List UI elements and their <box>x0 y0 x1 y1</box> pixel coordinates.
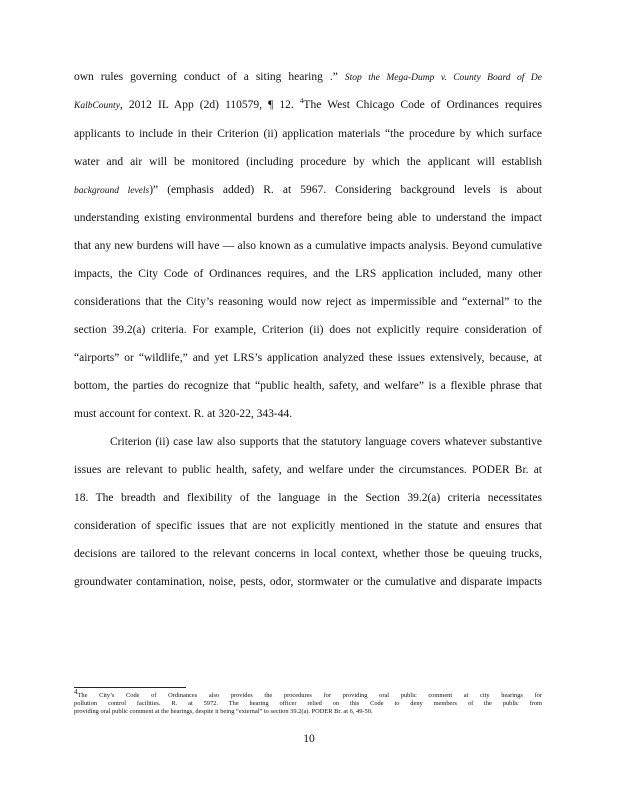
footnote-line-1: $^4$The City’s Code of Ordinances also provides the procedures for providing oral public comment at city hearings for <box>74 688 542 700</box>
body-line-9: considerations that the City’s reasoning would now reject as impermissible and “external” to the <box>74 296 542 308</box>
body-line-19: groundwater contamination, noise, pests, odor, stormwater or the cumulative and disparate impacts <box>74 576 542 588</box>
body-line-8: impacts, the City Code of Ordinances requires, and the LRS application included, many other <box>74 268 542 280</box>
body-line-14: Criterion (ii) case law also supports that the statutory language covers whatever substantive <box>110 436 542 448</box>
body-line-13: must account for context. R. at 320-22, 343-44. <box>74 408 293 420</box>
body-line-4: water and air will be monitored (including procedure by which the applicant will establish <box>74 156 542 168</box>
body-line-6: understanding existing environmental burdens and therefore being able to understand the impact <box>74 212 542 224</box>
case-citation-cont: KalbCounty <box>74 101 120 111</box>
body-line-10: section 39.2(a) criteria. For example, Criterion (ii) does not explicitly require consideration of <box>74 324 542 336</box>
body-line-16: 18. The breadth and flexibility of the language in the Section 39.2(a) criteria necessitates <box>74 492 542 504</box>
body-line-3: applicants to include in their Criterion (ii) application materials “the procedure by which surface <box>74 128 542 140</box>
case-citation: Stop the Mega-Dump v. County Board of De <box>344 73 542 83</box>
emphasized-term: background levels <box>74 186 150 196</box>
body-line-1: own rules governing conduct of a siting hearing .” Stop the Mega-Dump v. County Board of De <box>74 71 542 83</box>
footnote-line-2: pollution control facilities. R. at 5972. The hearing officer relied on this Code to deny members of the public from <box>74 700 542 707</box>
body-line-15: issues are relevant to public health, safety, and welfare under the circumstances. PODER Br. at <box>74 464 542 476</box>
body-line-12: bottom, the parties do recognize that “public health, safety, and welfare” is a flexible phrase that <box>74 380 542 392</box>
footnote-marker: 4 <box>74 688 78 696</box>
body-line-18: decisions are tailored to the relevant concerns in local context, whether those be queuing trucks, <box>74 548 542 560</box>
body-line-7: that any new burdens will have — also known as a cumulative impacts analysis. Beyond cumulative <box>74 240 542 252</box>
footnote-separator <box>74 687 186 688</box>
body-line-11: “airports” or “wildlife,” and yet LRS’s application analyzed these issues extensively, because, at <box>74 352 542 364</box>
footnote-ref: 4 <box>299 97 304 106</box>
body-line-5: background levels)” (emphasis added) R. at 5967. Considering background levels is about <box>74 184 542 196</box>
footnote-line-3: providing oral public comment at the hearings, despite it being “external” to section 39.2(a). PODER Br. at 6, 49-50. <box>74 708 373 715</box>
body-line-2: KalbCounty, 2012 IL App (2d) 110579, ¶ 12. $^4$The West Chicago Code of Ordinances requires <box>74 97 543 111</box>
page-number: 10 <box>303 733 315 745</box>
body-line-17: consideration of specific issues that are not explicitly mentioned in the statute and ensures that <box>74 520 542 532</box>
